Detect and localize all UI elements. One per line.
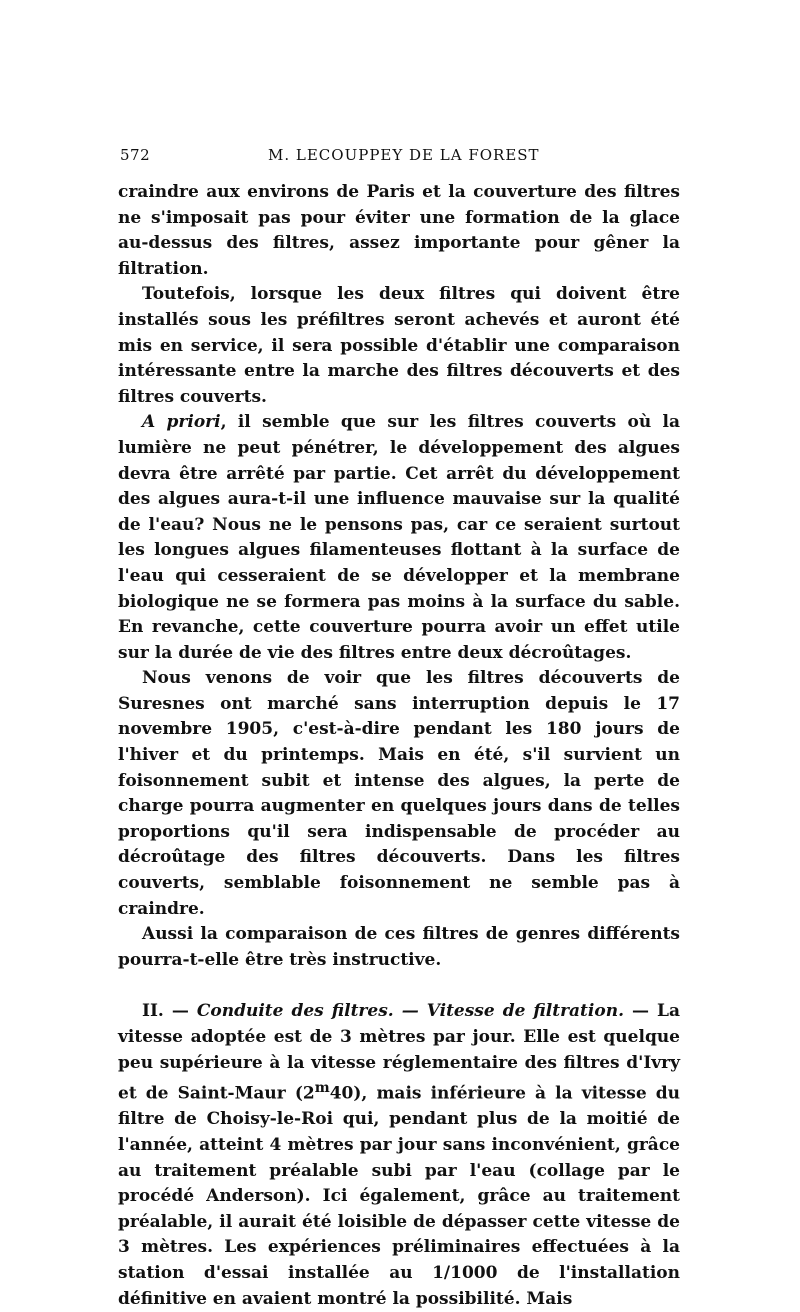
section-text-continued: 40), mais inférieure à la vitesse du filtre de Choisy-le-Roi qui, pendant plus de la moitié de l'année, atteint 4 mètres par jour sans inconvénient, grâce au traitement préalable subi par l'eau (collage par le procédé Anderson). Ici également, grâce au traitement préalable, il aurait été loisible de dépasser cette vitesse de 3 mètres. Les expériences préliminaires effectuées à la station d'essai installée au 1/1000 de l'installation définitive en avaient montré la possibilité. Mais <box>118 1083 681 1309</box>
paragraph-continuation <box>118 180 680 282</box>
paragraph-text: Toutefois, lorsque les deux filtres qui doivent être installés sous les préfiltres seront achevés et auront été mis en service, il sera possible d'établir une comparaison intéressante entre la marche des filtres découverts et des filtres couverts. <box>118 284 680 407</box>
superscript-unit: m <box>314 1080 330 1097</box>
page-number: 572 <box>120 146 151 164</box>
section-ii <box>118 999 680 1312</box>
paragraph-text: , il semble que sur les filtres couverts où la lumière ne peut pénétrer, le développement des algues devra être arrêté par partie. Cet arrêt du développement des algues aura-t-il une influence mauvaise sur la qualité de l'eau? Nous ne le pensons pas, car ce seraient surtout les longues algues filamenteuses flottant à la surface de l'eau qui cesseraient de se développer et la membrane biologique ne se formera pas moins à la surface du sable. En revanche, cette couverture pourra avoir un effet utile sur la durée de vie des filtres entre deux décroûtages. <box>118 412 680 663</box>
paragraph-toutefois <box>118 282 680 410</box>
body-text <box>118 180 680 1312</box>
paragraph-comparaison <box>118 922 680 973</box>
section-number: II. — <box>142 1001 197 1022</box>
paragraph-text: craindre aux environs de Paris et la couverture des filtres ne s'imposait pas pour éviter une formation de la glace au-dessus des filtres, assez importante pour gêner la filtration. <box>118 182 680 279</box>
running-header <box>118 146 680 170</box>
running-title: M. LECOUPPEY DE LA FOREST <box>268 146 540 164</box>
section-title: Conduite des filtres. — Vitesse de filtration. <box>196 1001 624 1022</box>
paragraph-a-priori <box>118 410 680 666</box>
italic-lead: A priori <box>142 412 221 433</box>
paragraph-suresnes <box>118 666 680 922</box>
section-text: — La vitesse adoptée est de 3 mètres par jour. Elle est quelque peu supérieure à la vitesse réglementaire des filtres d'Ivry et de Saint-Maur (2 <box>118 1001 680 1104</box>
document-page <box>118 146 680 1312</box>
paragraph-text: Nous venons de voir que les filtres découverts de Suresnes ont marché sans interruption depuis le 17 novembre 1905, c'est-à-dire pendant les 180 jours de l'hiver et du printemps. Mais en été, s'il survient un foisonnement subit et intense des algues, la perte de charge pourra augmenter en quelques jours dans de telles proportions qu'il sera indispensable de procéder au décroûtage des filtres découverts. Dans les filtres couverts, semblable foisonnement ne semble pas à craindre. <box>118 668 680 919</box>
paragraph-text: Aussi la comparaison de ces filtres de genres différents pourra-t-elle être très instructive. <box>118 924 680 970</box>
